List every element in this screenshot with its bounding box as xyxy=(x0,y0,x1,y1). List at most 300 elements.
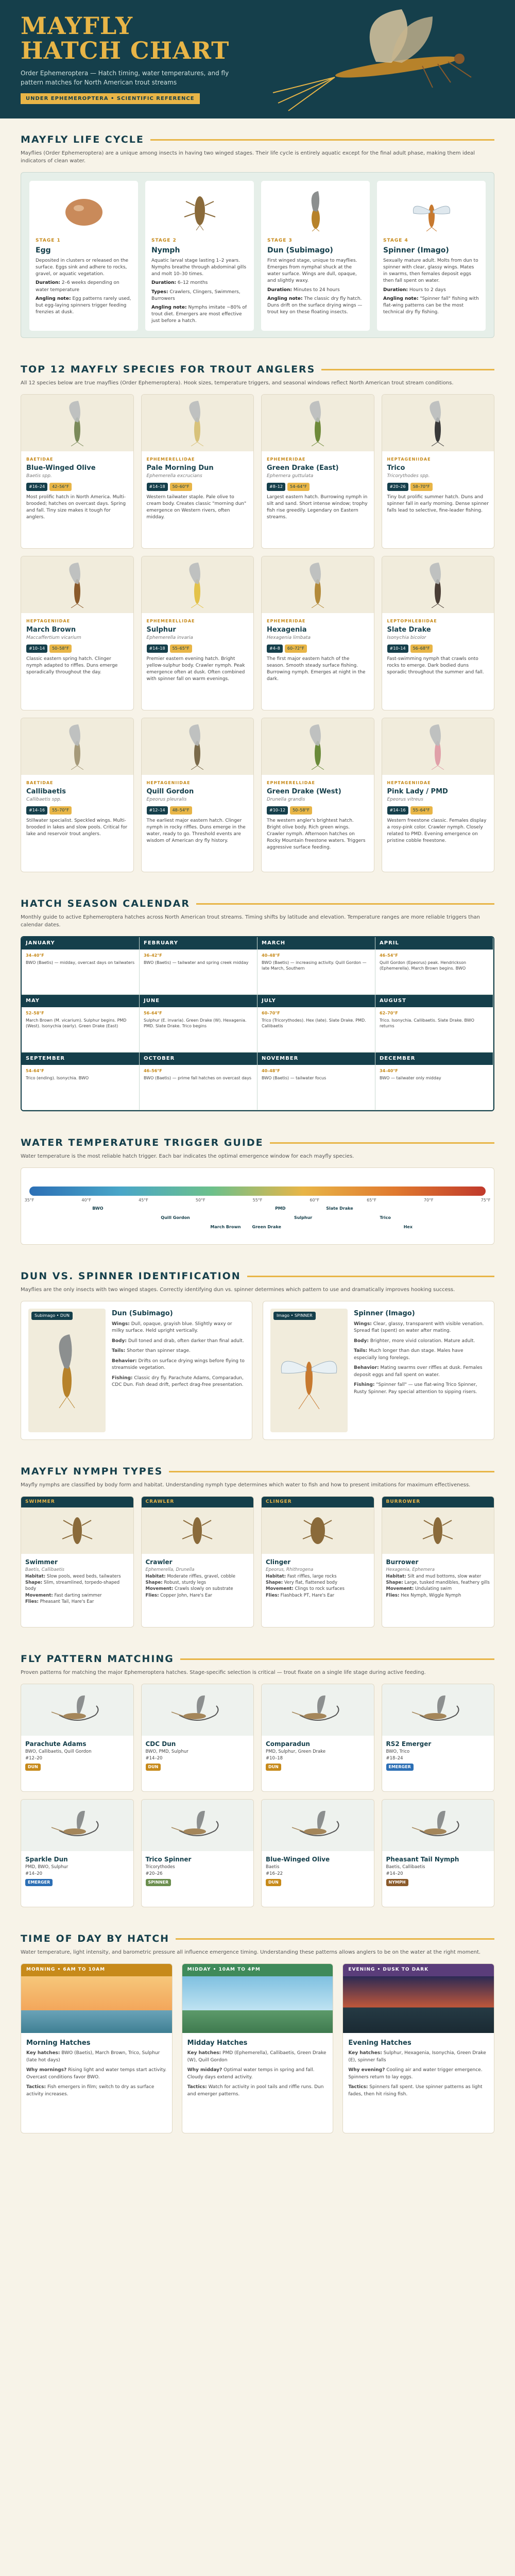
species-body xyxy=(21,451,133,526)
spinner-icon xyxy=(276,1332,342,1409)
month-body xyxy=(140,950,257,969)
species-text: Western freestone classic. Females display a rosy-pink color. Crawler nymph. Closely related to PMD. Evening emergence on pristine cobble freestone. xyxy=(387,818,487,844)
species-family: EPHEMERIDAE xyxy=(267,619,306,623)
nymph-latin: Hexagenia, Ephemera xyxy=(386,1567,435,1573)
spinner-detail xyxy=(354,1321,487,1335)
nymph-grid xyxy=(21,1496,494,1628)
pattern-name: Parachute Adams xyxy=(25,1740,87,1748)
detail-value: Flashback PT, Hare's Ear xyxy=(280,1592,335,1598)
detail-value: Dull toned and drab, often darker than final adult. xyxy=(128,1338,244,1344)
nymph-detail xyxy=(25,1592,129,1599)
species-card xyxy=(382,718,495,872)
month-name: SEPTEMBER xyxy=(22,1053,139,1065)
pattern-title: FLY PATTERN MATCHING xyxy=(21,1653,174,1665)
spinner-tag: Imago • SPINNER xyxy=(273,1312,316,1320)
detail-key: Tactics: xyxy=(348,2084,368,2090)
detail-key: Wings: xyxy=(112,1321,130,1327)
temperature-tick: 40°F xyxy=(81,1198,92,1202)
fly-pattern-icon xyxy=(382,1800,494,1851)
detail-key: Why mornings? xyxy=(26,2067,67,2073)
species-card xyxy=(21,556,134,710)
spinner-text xyxy=(354,1309,487,1432)
dun-card xyxy=(21,1301,252,1440)
section-description: Proven patterns for matching the major Ephemeroptera hatches. Stage-specific selection is critical — trout fixate on a single life stage during active feeding. xyxy=(21,1670,426,1675)
section-title xyxy=(21,1933,494,1944)
month-hatches: Trico (Tricorythodes). Hex (late). Slate Drake. PMD. Callibaetis xyxy=(262,1018,366,1029)
detail-value: Minutes to 24 hours xyxy=(293,287,340,293)
section-description: Water temperature is the most reliable hatch trigger. Each bar indicates the optimal emergence window for each mayfly species. xyxy=(21,1154,354,1159)
time-of-day-detail xyxy=(187,2050,328,2064)
hook-size-badge: #14–16 xyxy=(387,806,408,815)
dun-image xyxy=(28,1309,106,1432)
month-name: JUNE xyxy=(140,995,257,1007)
detail-value: Optimal water temps in spring and fall. Cloudy days extend activity. xyxy=(187,2067,315,2080)
detail-value: Moderate riffles, gravel, cobble xyxy=(167,1573,235,1579)
water-temp-badge: 50–58°F xyxy=(290,806,312,815)
month-hatches: BWO (Baetis) — tailwater and spring creek midday xyxy=(144,960,249,965)
species-text: The first major eastern hatch of the season. Smooth steady surface fishing. Burrowing nymph. Emerges at night in the dark. xyxy=(267,656,366,682)
divider xyxy=(321,369,494,370)
species-latin: Baetis spp. xyxy=(26,473,52,479)
detail-key: Body: xyxy=(112,1338,127,1344)
fly-pattern-icon xyxy=(262,1684,374,1736)
month-name: MARCH xyxy=(258,937,375,950)
section-title xyxy=(21,1137,494,1148)
time-of-day-body xyxy=(343,2033,494,2107)
detail-value: Much longer than dun stage. Males have especially long forelegs. xyxy=(354,1348,464,1361)
nymph-icon xyxy=(151,187,248,234)
pattern-hook: #20–26 xyxy=(145,1871,163,1876)
detail-key: Habitat: xyxy=(386,1573,406,1579)
nymph-detail xyxy=(386,1580,490,1586)
temperature-marker: March Brown xyxy=(210,1225,241,1229)
nymph-name: Swimmer xyxy=(25,1558,58,1566)
nymph-body xyxy=(262,1554,374,1603)
nymph-card xyxy=(141,1496,254,1628)
nymph-detail xyxy=(386,1573,490,1580)
species-body xyxy=(382,613,494,681)
temperature-section xyxy=(0,1122,515,1255)
stage-detail xyxy=(151,280,248,286)
species-card xyxy=(141,556,254,710)
pattern-matches: Baetis, Callibaetis xyxy=(386,1865,425,1870)
detail-value: "Spinner fall" fishing with flat-wing patterns can be the most technical dry fly fishing. xyxy=(383,296,479,315)
section-description: Water temperature, light intensity, and barometric pressure all influence emergence timing. Understanding these patterns allows anglers to be on the water at the right moment. xyxy=(21,1950,481,1955)
mayfly-icon xyxy=(21,718,133,775)
landscape-icon xyxy=(21,1976,172,2033)
species-name: Slate Drake xyxy=(387,625,431,634)
month-water-temp: 40–48°F xyxy=(262,953,280,958)
species-tags xyxy=(26,645,128,653)
nymph-detail xyxy=(25,1573,129,1580)
month-name: JANUARY xyxy=(22,937,139,950)
month-body xyxy=(258,1065,375,1084)
pattern-body xyxy=(382,1851,494,1890)
section-description: Mayfly nymphs are classified by body form and habitat. Understanding nymph type determines which water to fish and how to present imitations for maximum effectiveness. xyxy=(21,1482,471,1488)
water-temp-badge: 56–68°F xyxy=(410,645,433,653)
month-hatches: Quill Gordon (Epeorus) peak. Hendrickson (Ephemerella). March Brown begins. BWO xyxy=(380,960,467,971)
species-body xyxy=(21,775,133,843)
species-family: HEPTAGENIIDAE xyxy=(26,619,71,623)
hook-size-badge: #20–26 xyxy=(387,483,408,491)
pattern-card xyxy=(261,1684,374,1792)
divider xyxy=(150,139,494,141)
temperature-tick: 45°F xyxy=(139,1198,148,1202)
month-water-temp: 34–40°F xyxy=(26,953,44,958)
dun-name: Dun (Subimago) xyxy=(112,1310,173,1317)
species-card xyxy=(382,394,495,549)
species-text: The western angler's brightest hatch. Bright olive body. Rich green wings. Crawler nymph. Afternoon hatches on Rocky Mountain freestone waters. Triggers aggressive surface feeding. xyxy=(267,818,366,851)
month-name: FEBRUARY xyxy=(140,937,257,950)
species-latin: Callibaetis spp. xyxy=(26,797,62,803)
hero-subtitle: Order Ephemeroptera — Hatch timing, water temperatures, and fly pattern matches for North American trout streams xyxy=(21,69,229,86)
pattern-name: Pheasant Tail Nymph xyxy=(386,1856,459,1863)
temperature-marker: Quill Gordon xyxy=(161,1215,190,1220)
stage-label: STAGE 4 xyxy=(383,238,408,243)
water-temp-badge: 50–60°F xyxy=(170,483,192,491)
nymph-detail xyxy=(146,1573,250,1580)
mayfly-icon xyxy=(142,395,254,451)
detail-value: Classic dry fly. Parachute Adams, Comparadun, CDC Dun. Fish dead drift, perfect drag-free presentation. xyxy=(112,1375,244,1387)
pattern-type-badge: DUN xyxy=(146,1764,161,1771)
calendar-month xyxy=(258,937,375,995)
nymph-detail xyxy=(386,1586,490,1592)
detail-value: Brighter, more vivid coloration. Mature adult. xyxy=(370,1338,475,1344)
detail-value: Crawls slowly on substrate xyxy=(174,1586,233,1592)
detail-key: Tails: xyxy=(354,1348,368,1353)
nymph-detail xyxy=(266,1586,370,1592)
divider xyxy=(169,1471,494,1472)
detail-key: Why midday? xyxy=(187,2067,222,2073)
detail-key: Duration: xyxy=(151,280,176,286)
nymph-detail xyxy=(266,1573,370,1580)
pattern-body xyxy=(142,1736,254,1775)
species-latin: Tricorythodes spp. xyxy=(387,473,430,479)
species-name: Green Drake (East) xyxy=(267,464,339,472)
species-section xyxy=(0,348,515,883)
nymph-type-header: CLINGER xyxy=(262,1497,374,1507)
month-hatches: BWO — tailwater only midday xyxy=(380,1076,441,1081)
section-description: Monthly guide to active Ephemeroptera hatches across North American trout streams. Timing shifts by latitude and elevation. Temperature ranges are more reliable triggers than calendar dates. xyxy=(21,914,480,928)
landscape-icon xyxy=(182,1976,333,2033)
month-hatches: BWO (Baetis) — midday, overcast days on tailwaters xyxy=(26,960,135,965)
temperature-marker: Trico xyxy=(380,1215,391,1220)
temperature-gradient-bar xyxy=(29,1187,486,1196)
stage-card xyxy=(145,181,254,331)
water-temp-badge: 50–58°F xyxy=(49,645,72,653)
detail-key: Shape: xyxy=(386,1580,403,1586)
detail-key: Angling note: xyxy=(383,296,419,301)
detail-key: Flies: xyxy=(145,1592,159,1598)
detail-value: Egg patterns rarely used, but egg-laying spinners trigger feeding frenzies at dusk. xyxy=(36,296,131,315)
time-of-day-detail xyxy=(187,2084,328,2098)
calendar-month xyxy=(258,1053,375,1110)
time-of-day-name: Morning Hatches xyxy=(26,2039,91,2047)
month-body xyxy=(258,950,375,975)
mayfly-icon xyxy=(262,395,374,451)
spinner-card xyxy=(263,1301,494,1440)
temperature-marker: Slate Drake xyxy=(326,1206,353,1211)
divider xyxy=(247,1276,494,1277)
nymph-card xyxy=(382,1496,495,1628)
month-hatches: Sulphur (E. invaria). Green Drake (W). Hexagenia. PMD. Slate Drake. Trico begins xyxy=(144,1018,247,1029)
pattern-card xyxy=(382,1799,495,1907)
species-tags xyxy=(147,806,249,815)
detail-key: Movement: xyxy=(386,1586,414,1592)
detail-value: Fast darting swimmer xyxy=(54,1592,102,1598)
detail-value: Nymphs imitate ~80% of trout diet. Emergers are most effective just before a hatch. xyxy=(151,304,247,324)
stage-label: STAGE 1 xyxy=(36,238,61,243)
nymph-icon xyxy=(262,1507,374,1554)
stage-card xyxy=(377,181,486,331)
spinner-icon xyxy=(383,187,479,234)
pattern-matches: Tricorythodes xyxy=(145,1865,175,1870)
fly-pattern-icon xyxy=(21,1684,133,1736)
species-tags xyxy=(147,483,249,491)
detail-key: Wings: xyxy=(354,1321,372,1327)
calendar-month xyxy=(140,937,258,995)
stage-detail xyxy=(36,280,132,293)
pattern-card xyxy=(141,1684,254,1792)
detail-key: Tactics: xyxy=(187,2084,207,2090)
detail-key: Shape: xyxy=(145,1580,163,1586)
detail-key: Movement: xyxy=(145,1586,174,1592)
species-body xyxy=(262,613,374,688)
hook-size-badge: #14–16 xyxy=(26,806,47,815)
stage-detail xyxy=(267,296,364,316)
month-body xyxy=(258,1007,375,1032)
time-of-day-body xyxy=(182,2033,333,2107)
pattern-hook: #12–20 xyxy=(25,1755,43,1761)
temperature-tick: 35°F xyxy=(24,1198,35,1202)
detail-value: Watch for activity in pool tails and riffle runs. Dun and emerger patterns. xyxy=(187,2084,324,2097)
pattern-matches: PMD, BWO, Sulphur xyxy=(25,1865,68,1870)
mayfly-illustration-icon xyxy=(268,5,494,113)
dun-text xyxy=(112,1309,245,1432)
nymph-name: Burrower xyxy=(386,1558,419,1566)
water-temp-badge: 54–64°F xyxy=(287,483,310,491)
month-name: MAY xyxy=(22,995,139,1007)
detail-value: Undulating swim xyxy=(415,1586,452,1592)
fly-pattern-icon xyxy=(142,1684,254,1736)
species-text: The earliest major eastern hatch. Clinger nymph in rocky riffles. Duns emerge in the water, ready to go. Threshold events are wisdom of American dry fly history. xyxy=(146,818,246,844)
species-family: HEPTAGENIIDAE xyxy=(387,457,431,462)
nymph-detail xyxy=(386,1592,490,1599)
species-text: Western tailwater staple. Pale olive to cream body. Creates classic "morning dun" emergence on Western rivers, often midday. xyxy=(146,495,247,520)
detail-key: Behavior: xyxy=(354,1365,379,1370)
species-family: BAETIDAE xyxy=(26,781,54,785)
month-hatches: Trico (ending). Isonychia. BWO xyxy=(26,1076,89,1081)
hook-size-badge: #10–12 xyxy=(267,806,288,815)
detail-key: Shape: xyxy=(266,1580,283,1586)
detail-key: Angling note: xyxy=(267,296,303,301)
temperature-tick: 60°F xyxy=(310,1198,320,1202)
dun-icon xyxy=(267,187,364,234)
detail-value: Rising light and water temps start activity. Overcast conditions favor BWO. xyxy=(26,2067,167,2080)
pattern-matches: BWO, Callibaetis, Quill Gordon xyxy=(25,1749,92,1755)
species-family: EPHEMERIDAE xyxy=(267,457,306,462)
section-title xyxy=(21,364,494,375)
species-family: HEPTAGENIIDAE xyxy=(387,781,431,785)
temperature-scale xyxy=(21,1167,494,1245)
stage-detail xyxy=(267,287,364,294)
temperature-marker: Green Drake xyxy=(252,1225,281,1229)
detail-key: Duration: xyxy=(267,287,292,293)
dun-spinner-title: DUN VS. SPINNER IDENTIFICATION xyxy=(21,1270,241,1282)
detail-value: Mating swarms over riffles at dusk. Females deposit eggs and fall spent on water. xyxy=(354,1365,483,1378)
nymph-detail xyxy=(146,1586,250,1592)
species-latin: Hexagenia limbata xyxy=(267,635,311,641)
mayfly-icon xyxy=(21,556,133,613)
month-water-temp: 34–40°F xyxy=(380,1069,398,1073)
hook-size-badge: #10–14 xyxy=(387,645,408,653)
nymph-detail xyxy=(146,1580,250,1586)
detail-value: Robust, sturdy legs xyxy=(164,1580,207,1586)
species-latin: Isonychia bicolor xyxy=(387,635,426,641)
time-of-day-name: Evening Hatches xyxy=(348,2039,411,2047)
pattern-hook: #10–18 xyxy=(266,1755,283,1761)
hook-size-badge: #4–8 xyxy=(267,645,283,653)
pattern-type-badge: SPINNER xyxy=(146,1879,171,1886)
dun-tag: Subimago • DUN xyxy=(31,1312,73,1320)
time-of-day-section xyxy=(0,1918,515,2144)
month-water-temp: 46–56°F xyxy=(144,1069,162,1073)
section-description: Mayflies are the only insects with two winged stages. Correctly identifying dun vs. spinner determines which pattern to use and dramatically improves hooking success. xyxy=(21,1287,455,1293)
section-description: Mayflies (Order Ephemeroptera) are a unique among insects in having two winged stages. Their life cycle is entirely aquatic except for the final adult phase, making them ideal indicators of clean water. xyxy=(21,150,475,164)
section-title xyxy=(21,898,494,909)
calendar-month xyxy=(22,937,140,995)
detail-value: Copper John, Hare's Ear xyxy=(160,1592,212,1598)
hook-size-badge: #16–24 xyxy=(26,483,47,491)
month-name: JULY xyxy=(258,995,375,1007)
species-name: Trico xyxy=(387,464,405,472)
pattern-hook: #16–22 xyxy=(266,1871,283,1876)
temperature-marker: Hex xyxy=(403,1225,413,1229)
temperature-markers xyxy=(29,1206,486,1237)
calendar-title: HATCH SEASON CALENDAR xyxy=(21,898,191,909)
time-of-day-header: EVENING • DUSK TO DARK xyxy=(343,1964,494,1976)
calendar-section xyxy=(0,883,515,1122)
lifecycle-section xyxy=(0,118,515,348)
nymph-body xyxy=(382,1554,494,1603)
divider xyxy=(196,903,494,905)
calendar-month xyxy=(375,1053,493,1110)
detail-value: Fast riffles, large rocks xyxy=(287,1573,337,1579)
fly-pattern-icon xyxy=(382,1684,494,1736)
hero-tagline: UNDER EPHEMEROPTERA • SCIENTIFIC REFERENCE xyxy=(21,93,200,104)
month-body xyxy=(375,1065,493,1084)
fly-pattern-icon xyxy=(21,1800,133,1851)
divider xyxy=(180,1658,494,1660)
species-body xyxy=(262,451,374,526)
spinner-name: Spinner (Imago) xyxy=(354,1310,415,1317)
time-of-day-card xyxy=(21,1963,173,2133)
month-body xyxy=(22,1007,139,1032)
stage-name: Nymph xyxy=(151,246,180,255)
temperature-tick: 70°F xyxy=(423,1198,434,1202)
mayfly-icon xyxy=(21,395,133,451)
detail-key: Body: xyxy=(354,1338,369,1344)
detail-key: Angling note: xyxy=(151,304,187,310)
species-latin: Drunella grandis xyxy=(267,797,305,803)
time-of-day-body xyxy=(21,2033,172,2107)
species-latin: Epeorus vitreus xyxy=(387,797,423,803)
pattern-card xyxy=(141,1799,254,1907)
species-card xyxy=(141,718,254,872)
detail-value: Slow pools, weed beds, tailwaters xyxy=(46,1573,121,1579)
species-name: Blue-Winged Olive xyxy=(26,464,96,472)
species-latin: Ephemerella excrucians xyxy=(146,473,202,479)
species-latin: Ephemerella invaria xyxy=(146,635,193,641)
detail-key: Types: xyxy=(151,289,168,295)
month-hatches: BWO (Baetis) — increasing activity. Quill Gordon — late March, Southern xyxy=(262,960,367,971)
detail-value: Large, tusked mandibles, feathery gills xyxy=(404,1580,490,1586)
calendar-month xyxy=(258,995,375,1053)
species-latin: Ephemera guttulata xyxy=(267,473,314,479)
detail-value: BWO (Baetis), March Brown, Trico, Sulphur (late hot days) xyxy=(26,2050,160,2063)
detail-value: Pheasant Tail, Hare's Ear xyxy=(40,1599,94,1604)
stage-text: First winged stage, unique to mayflies. Emerges from nymphal shuck at the water surface. Wings are dull, opaque, and slightly waxy. xyxy=(267,258,357,284)
calendar-month xyxy=(375,937,493,995)
detail-key: Fishing: xyxy=(112,1375,133,1381)
section-description: All 12 species below are true mayflies (Order Ephemeroptera). Hook sizes, temperature triggers, and seasonal windows reflect North American trout stream conditions. xyxy=(21,380,454,386)
detail-key: Movement: xyxy=(25,1592,53,1598)
pattern-matches: Baetis xyxy=(266,1865,280,1870)
detail-key: Habitat: xyxy=(266,1573,286,1579)
detail-key: Flies: xyxy=(386,1592,400,1598)
temperature-ticks xyxy=(24,1196,491,1206)
pattern-type-badge: EMERGER xyxy=(386,1764,414,1771)
water-temp-badge: 55–70°F xyxy=(49,806,72,815)
hook-size-badge: #8–12 xyxy=(267,483,285,491)
detail-key: Tactics: xyxy=(26,2084,46,2090)
nymph-detail xyxy=(25,1599,129,1605)
pattern-name: Blue-Winged Olive xyxy=(266,1856,330,1863)
detail-value: Very flat, flattened body xyxy=(284,1580,337,1586)
detail-value: PMD (Ephemerella), Callibaetis, Green Drake (W), Quill Gordon xyxy=(187,2050,327,2063)
pattern-body xyxy=(262,1736,374,1775)
detail-value: 2–6 weeks depending on water temperature xyxy=(36,280,119,293)
time-of-day-name: Midday Hatches xyxy=(187,2039,248,2047)
month-body xyxy=(375,950,493,975)
temperature-tick: 75°F xyxy=(480,1198,491,1202)
species-card xyxy=(382,556,495,710)
month-name: AUGUST xyxy=(375,995,493,1007)
species-text: Largest eastern hatch. Burrowing nymph in silt and sand. Short intense window; trophy fish rise greedily. Legendary on Eastern streams. xyxy=(267,495,368,520)
mayfly-icon xyxy=(382,395,494,451)
nymph-card xyxy=(261,1496,374,1628)
detail-value: Fish emergers in film; switch to dry as surface activity increases. xyxy=(26,2084,154,2097)
detail-key: Angling note: xyxy=(36,296,71,301)
species-name: Hexagenia xyxy=(267,625,307,634)
pattern-grid xyxy=(21,1684,494,1907)
dun-detail xyxy=(112,1375,245,1389)
species-body xyxy=(142,451,254,526)
water-temp-badge: 58–70°F xyxy=(410,483,433,491)
species-family: EPHEMERELLIDAE xyxy=(267,781,316,785)
species-text: Tiny but prolific summer hatch. Duns and spinner fall in early morning. Dense spinner falls lead to selective, fine-leader fishing. xyxy=(387,495,489,514)
species-tags xyxy=(387,483,489,491)
species-latin: Epeorus pleuralis xyxy=(146,797,187,803)
detail-key: Flies: xyxy=(266,1592,279,1598)
species-tags xyxy=(387,645,489,653)
pattern-name: Comparadun xyxy=(266,1740,310,1748)
species-card xyxy=(141,394,254,549)
species-text: Classic eastern spring hatch. Clinger nymph adapted to riffles. Duns emerge sporadically throughout the day. xyxy=(26,656,118,675)
nymph-name: Crawler xyxy=(145,1558,173,1566)
nymph-type-header: BURROWER xyxy=(382,1497,494,1507)
water-temp-badge: 55–64°F xyxy=(410,806,433,815)
